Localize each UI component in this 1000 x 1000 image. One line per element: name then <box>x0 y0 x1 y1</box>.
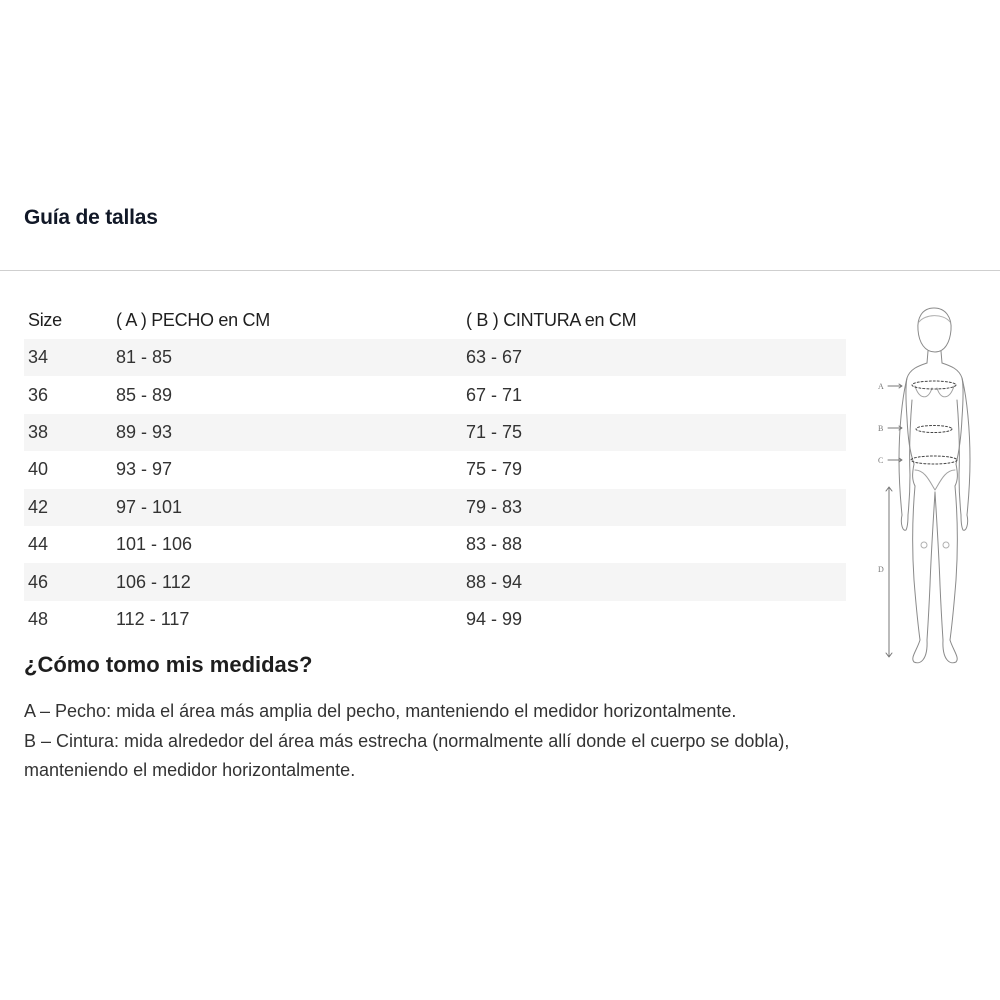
chest-cell: 89 - 93 <box>116 421 173 442</box>
table-row <box>24 376 846 413</box>
column-header-chest: ( A ) PECHO en CM <box>116 309 270 330</box>
measurement-instructions <box>24 697 834 786</box>
table-header-row <box>24 301 846 339</box>
size-cell: 40 <box>28 459 49 480</box>
table-row <box>24 451 846 488</box>
waist-cell: 94 - 99 <box>466 608 523 629</box>
chest-cell: 93 - 97 <box>116 459 173 480</box>
size-cell: 42 <box>28 496 49 517</box>
waist-cell: 83 - 88 <box>466 534 523 555</box>
chest-cell: 81 - 85 <box>116 347 173 368</box>
chest-cell: 97 - 101 <box>116 496 183 517</box>
measurement-question-heading: ¿Cómo tomo mis medidas? <box>24 652 313 677</box>
figure-label-c: C <box>878 456 884 465</box>
page-title: Guía de tallas <box>24 206 158 229</box>
waist-cell: 71 - 75 <box>466 421 523 442</box>
size-cell: 34 <box>28 347 49 368</box>
chest-cell: 101 - 106 <box>116 534 193 555</box>
chest-cell: 112 - 117 <box>116 608 190 629</box>
waist-cell: 63 - 67 <box>466 347 523 368</box>
instruction-waist: B – Cintura: mida alrededor del área más estrecha (normalmente allí donde el cuerpo se dobla), manteniendo el medidor horizontalmente. <box>24 730 790 780</box>
waist-cell: 67 - 71 <box>466 384 523 405</box>
table-row <box>24 489 846 526</box>
header-divider <box>0 270 1000 271</box>
table-row <box>24 563 846 600</box>
table-row <box>24 414 846 451</box>
table-row <box>24 601 846 638</box>
instruction-chest: A – Pecho: mida el área más amplia del pecho, manteniendo el medidor horizontalmente. <box>24 701 737 721</box>
figure-label-a: A <box>878 382 884 391</box>
table-row <box>24 339 846 376</box>
size-cell: 44 <box>28 534 49 555</box>
size-cell: 48 <box>28 608 49 629</box>
table-row <box>24 526 846 563</box>
size-cell: 46 <box>28 571 49 592</box>
waist-cell: 79 - 83 <box>466 496 523 517</box>
size-cell: 36 <box>28 384 49 405</box>
waist-cell: 88 - 94 <box>466 571 523 592</box>
figure-label-b: B <box>878 424 884 433</box>
waist-cell: 75 - 79 <box>466 459 523 480</box>
column-header-size: Size <box>28 309 62 330</box>
chest-cell: 85 - 89 <box>116 384 173 405</box>
column-header-waist: ( B ) CINTURA en CM <box>466 309 637 330</box>
figure-label-d: D <box>878 565 884 574</box>
chest-cell: 106 - 112 <box>116 571 191 592</box>
body-measurement-figure-icon <box>870 300 990 675</box>
size-table <box>24 301 846 638</box>
size-cell: 38 <box>28 421 49 442</box>
